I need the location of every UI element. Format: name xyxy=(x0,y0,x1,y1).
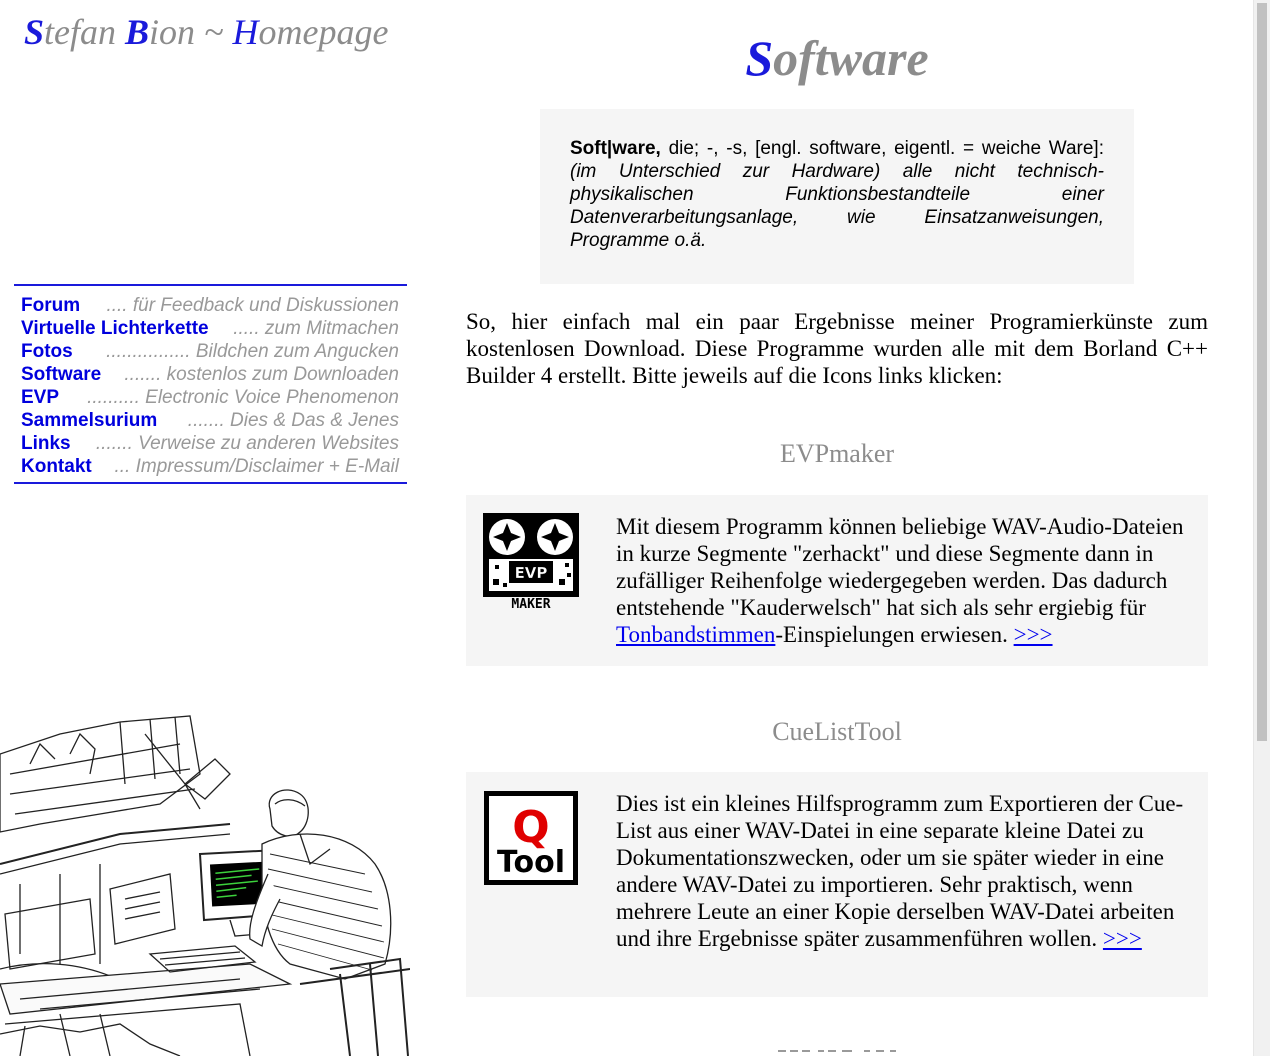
cuelisttool-text: Dies ist ein kleines Hilfsprogramm zum Exportieren der Cue-List aus einer WAV-Datei in eine separate kleine Datei zu Dokumentationszwecken, oder um sie später wieder in eine andere WAV-Datei zu importieren. Sehr praktisch, wenn mehrere Leute an einer Kopie derselben WAV-Datei arbeiten und ihre Ergebnisse später zusammenführen wollen. xyxy=(616,791,1184,951)
page-title-initial: S xyxy=(745,30,774,86)
nav-link-evp[interactable]: EVP xyxy=(21,387,60,408)
cuelisttool-description xyxy=(616,790,1190,952)
nav-item-links xyxy=(21,432,399,455)
evpmaker-more-link[interactable]: >>> xyxy=(1013,622,1053,647)
nav-desc-evp: .......... Electronic Voice Phenomenon xyxy=(87,387,399,408)
tonbandstimmen-link[interactable]: Tonbandstimmen xyxy=(616,622,776,647)
nav-link-kontakt[interactable]: Kontakt xyxy=(21,456,92,477)
site-title-initial-s: S xyxy=(24,12,45,52)
nav-item-software xyxy=(21,363,399,386)
evpmaker-text-after: -Einspielungen erwiesen. xyxy=(775,622,1014,647)
site-title-part-omepage: omepage xyxy=(258,12,389,52)
nav-item-kontakt xyxy=(21,455,399,478)
evpmaker-description xyxy=(616,513,1190,648)
scrollbar-thumb[interactable] xyxy=(1257,3,1267,741)
nav-item-fotos xyxy=(21,340,399,363)
nav-desc-links: ....... Verweise zu anderen Websites xyxy=(95,433,399,454)
site-title-part-tefan: tefan xyxy=(44,12,126,52)
nav-desc-sammelsurium: ....... Dies & Das & Jenes xyxy=(187,410,399,431)
definition-explanation: (im Unterschied zur Hardware) alle nicht technisch-physikalischen Funktionsbestandteile einer Datenverarbeitungsanlage, wie Einsatzanweisungen, Programme o.ä. xyxy=(570,161,1104,251)
nav-link-lichterkette[interactable]: Virtuelle Lichterkette xyxy=(21,318,209,339)
site-title[interactable] xyxy=(24,10,388,54)
site-title-part-ion: ion ~ xyxy=(149,12,233,52)
nav-desc-software: ....... kostenlos zum Downloaden xyxy=(124,364,399,385)
section-title-evpmaker: EVPmaker xyxy=(779,439,895,468)
nav-desc-fotos: ................ Bildchen zum Angucken xyxy=(106,341,399,362)
nav-link-links[interactable]: Links xyxy=(21,433,71,454)
cuelisttool-icon-sublabel: Tool xyxy=(497,845,565,880)
program-card-evpmaker xyxy=(466,495,1208,666)
nav-item-sammelsurium xyxy=(21,409,399,432)
software-definition-box xyxy=(540,109,1134,284)
nav-desc-lichterkette: ..... zum Mitmachen xyxy=(233,318,399,339)
main-navigation xyxy=(14,284,407,484)
nav-link-forum[interactable]: Forum xyxy=(21,295,81,316)
nav-item-evp xyxy=(21,386,399,409)
section-title-cuelisttool: CueListTool xyxy=(772,717,902,746)
nav-link-sammelsurium[interactable]: Sammelsurium xyxy=(21,410,158,431)
nav-desc-forum: .... für Feedback und Diskussionen xyxy=(106,295,399,316)
evpmaker-icon[interactable] xyxy=(483,513,579,609)
page-title xyxy=(466,28,1208,88)
nav-link-fotos[interactable]: Fotos xyxy=(21,341,73,362)
intro-paragraph: So, hier einfach mal ein paar Ergebnisse meiner Programierkünste zum kostenlosen Download. Diese Programme wurden alle mit dem Borland C++ Builder 4 erstellt. Bitte jeweils auf die Icons links klicken: xyxy=(466,309,1208,388)
program-card-cuelisttool xyxy=(466,772,1208,997)
cuelisttool-icon-label: Q xyxy=(512,802,550,853)
cuelisttool-more-link[interactable]: >>> xyxy=(1102,926,1142,951)
nav-desc-kontakt: ... Impressum/Disclaimer + E-Mail xyxy=(114,456,399,477)
next-section-peek xyxy=(466,1044,1208,1056)
site-title-initial-b: B xyxy=(125,12,150,52)
man-at-computer-illustration xyxy=(0,714,410,1056)
nav-item-forum xyxy=(21,294,399,317)
site-title-initial-h: H xyxy=(232,12,259,52)
definition-headword: Soft|ware, xyxy=(570,138,661,159)
definition-grammar: die; -, -s, [engl. software, eigentl. = weiche Ware]: xyxy=(660,138,1104,159)
vertical-scrollbar[interactable] xyxy=(1253,0,1270,1056)
evpmaker-icon-sublabel: MAKER xyxy=(511,597,551,609)
nav-link-software[interactable]: Software xyxy=(21,364,102,385)
cuelisttool-icon[interactable] xyxy=(483,790,579,886)
page-title-rest: oftware xyxy=(773,30,929,86)
nav-item-lichterkette xyxy=(21,317,399,340)
evpmaker-icon-label: EVP xyxy=(514,564,548,582)
evpmaker-text-before: Mit diesem Programm können beliebige WAV-Audio-Dateien in kurze Segmente "zerhackt" und diese Segmente dann in zufälliger Reihenfolge wiedergegeben werden. Das dadurch entstehende "Kauderwelsch" hat sich als sehr ergiebig für xyxy=(616,514,1184,620)
